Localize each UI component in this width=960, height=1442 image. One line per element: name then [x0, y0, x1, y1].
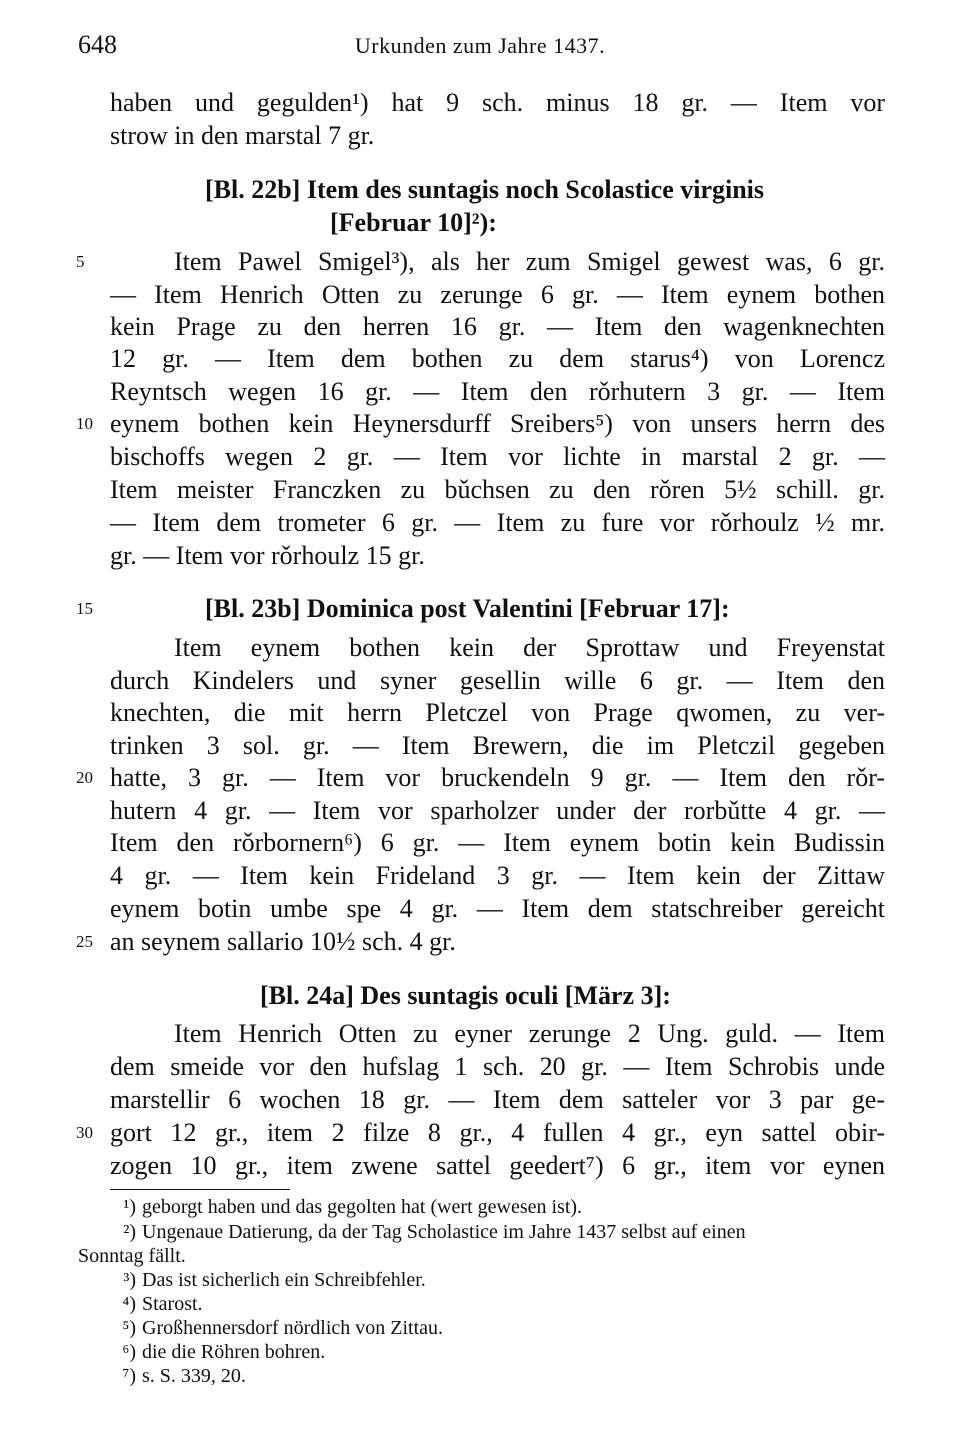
- footnote-text: s. S. 339, 20.: [142, 1365, 246, 1387]
- text-line: 4 gr. — Item kein Frideland 3 gr. — Item kein der Zittaw: [110, 861, 885, 890]
- line-number: 15: [76, 599, 93, 618]
- text-line: 12 gr. — Item dem bothen zu dem starus⁴) von Lorencz: [110, 344, 885, 373]
- section-heading: [Februar 10]²):: [330, 208, 497, 237]
- text-line: dem smeide vor den hufslag 1 sch. 20 gr. — Item Schrobis unde: [110, 1052, 885, 1081]
- footnote: [110, 1364, 246, 1388]
- text-line: bischoffs wegen 2 gr. — Item vor lichte in marstal 2 gr. —: [110, 442, 885, 471]
- text-line: an seynem sallario 10½ sch. 4 gr.: [110, 927, 456, 956]
- footnote-text: Großhennersdorf nördlich von Zittau.: [142, 1317, 444, 1339]
- text-line: hutern 4 gr. — Item vor sparholzer under der rorbǔtte 4 gr. —: [110, 796, 885, 825]
- text-line: Item Henrich Otten zu eyner zerunge 2 Ung. guld. — Item: [174, 1019, 885, 1048]
- running-head: Urkunden zum Jahre 1437.: [354, 33, 606, 58]
- footnote: [110, 1316, 443, 1340]
- section-heading: [Bl. 23b] Dominica post Valentini [Februar 17]:: [205, 594, 730, 623]
- text-line: durch Kindelers und syner gesellin wille 6 gr. — Item den: [110, 666, 885, 695]
- text-line: Item den rǒrbornern⁶) 6 gr. — Item eynem botin kein Budissin: [110, 828, 885, 857]
- footnote-mark: ⁵): [122, 1317, 136, 1339]
- text-line: gr. — Item vor rǒrhoulz 15 gr.: [110, 541, 425, 570]
- footnote-mark: ²): [123, 1221, 136, 1243]
- line-number: 25: [76, 932, 93, 951]
- line-number: 30: [76, 1123, 93, 1142]
- footnote-text: die die Röhren bohren.: [142, 1341, 326, 1363]
- footnote-mark: ³): [123, 1269, 136, 1291]
- text-line: knechten, die mit herrn Pletczel von Prage qwomen, zu ver-: [110, 698, 885, 727]
- text-line: trinken 3 sol. gr. — Item Brewern, die im Pletczil gegeben: [110, 731, 885, 760]
- page-number: 648: [78, 30, 117, 59]
- text-line: Reyntsch wegen 16 gr. — Item den rǒrhutern 3 gr. — Item: [110, 377, 885, 406]
- text-line: kein Prage zu den herren 16 gr. — Item den wagenknechten: [110, 312, 885, 341]
- text-line: — Item Henrich Otten zu zerunge 6 gr. — Item eynem bothen: [110, 280, 885, 309]
- footnote-text: geborgt haben und das gegolten hat (wert gewesen ist).: [142, 1196, 583, 1218]
- footnote-mark: ⁷): [122, 1365, 136, 1387]
- text-line: eynem bothen kein Heynersdurff Sreibers⁵) von unsers herrn des: [110, 409, 885, 438]
- line-number: 20: [76, 768, 93, 787]
- text-line: zogen 10 gr., item zwene sattel geedert⁷) 6 gr., item vor eynen: [110, 1151, 885, 1180]
- footnote: [110, 1292, 203, 1316]
- footnote: [110, 1220, 746, 1244]
- text-line: Item Pawel Smigel³), als her zum Smigel gewest was, 6 gr.: [174, 247, 885, 276]
- footnote-text: Starost.: [142, 1293, 203, 1315]
- text-line: haben und gegulden¹) hat 9 sch. minus 18 gr. — Item vor: [110, 88, 885, 117]
- footnote: [110, 1268, 426, 1292]
- footnote-text: Das ist sicherlich ein Schreibfehler.: [142, 1269, 426, 1291]
- text-line: eynem botin umbe spe 4 gr. — Item dem statschreiber gereicht: [110, 894, 885, 923]
- text-line: Item eynem bothen kein der Sprottaw und Freyenstat: [174, 633, 885, 662]
- text-line: gort 12 gr., item 2 filze 8 gr., 4 fullen 4 gr., eyn sattel obir-: [110, 1118, 885, 1147]
- text-line: Item meister Franczken zu bǔchsen zu den rǒren 5½ schill. gr.: [110, 475, 885, 504]
- footnote-text: Sonntag fällt.: [78, 1245, 186, 1267]
- footnote-text: Ungenaue Datierung, da der Tag Scholastice im Jahre 1437 selbst auf einen: [142, 1221, 746, 1243]
- footnote-mark: ¹): [123, 1196, 136, 1218]
- footnote: [78, 1244, 186, 1268]
- footnote-mark: ⁶): [122, 1341, 136, 1363]
- footnote: [110, 1340, 325, 1364]
- footnote-mark: ⁴): [122, 1293, 136, 1315]
- footnote: [110, 1195, 582, 1219]
- line-number: 5: [76, 252, 85, 271]
- text-line: — Item dem trometer 6 gr. — Item zu fure vor rǒrhoulz ½ mr.: [110, 508, 885, 537]
- line-number: 10: [76, 414, 93, 433]
- text-line: strow in den marstal 7 gr.: [110, 121, 375, 150]
- footnote-rule: [110, 1189, 290, 1190]
- text-line: marstellir 6 wochen 18 gr. — Item dem satteler vor 3 par ge-: [110, 1085, 885, 1114]
- section-heading: [Bl. 22b] Item des suntagis noch Scolastice virginis: [205, 175, 765, 204]
- section-heading: [Bl. 24a] Des suntagis oculi [März 3]:: [260, 981, 671, 1010]
- text-line: hatte, 3 gr. — Item vor bruckendeln 9 gr. — Item den rǒr-: [110, 763, 885, 792]
